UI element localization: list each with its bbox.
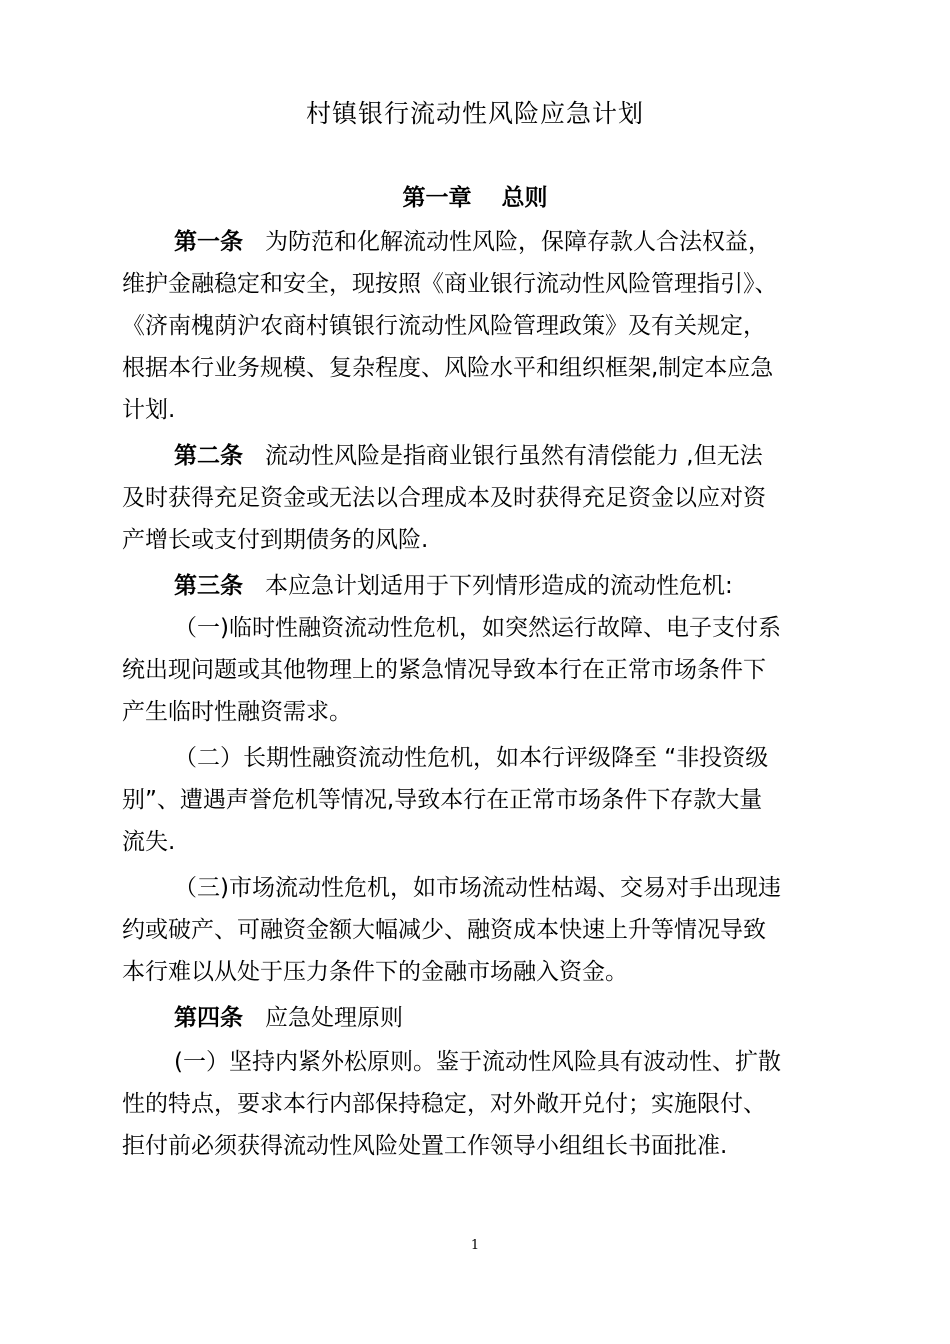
article-3-item-2-line-1: （二）长期性融资流动性危机，如本行评级降至 “非投资级 (174, 745, 769, 771)
article-2-line-3: 产增长或支付到期债务的风险. (122, 527, 429, 553)
chapter-name: 总则 (501, 185, 548, 211)
article-3-line-1 (0, 566, 950, 606)
article-4-item-1-line-2: 性的特点，要求本行内部保持稳定，对外敞开兑付；实施限付、 (122, 1091, 766, 1117)
article-4-item-1-line-3: 拒付前必须获得流动性风险处置工作领导小组组长书面批准. (122, 1133, 728, 1159)
article-1-line-1 (0, 222, 950, 262)
article-4-line-1 (0, 998, 950, 1038)
article-3-item-1-line-3: 产生临时性融资需求。 (122, 699, 352, 725)
article-1-label: 第一条 (174, 229, 243, 255)
article-3-item-2-line-2: 别”、遭遇声誉危机等情况,导致本行在正常市场条件下存款大量 (122, 787, 763, 813)
page-number: 1 (470, 1238, 480, 1253)
article-4-text: 应急处理原则 (265, 1005, 403, 1031)
article-3-item-1-line-1: （一)临时性融资流动性危机，如突然运行故障、电子支付系 (174, 615, 781, 641)
article-1-line-2: 维护金融稳定和安全，现按照《商业银行流动性风险管理指引》、 (122, 271, 778, 297)
article-1-text: 为防范和化解流动性风险，保障存款人合法权益， (265, 229, 771, 255)
article-1-line-3: 《济南槐荫沪农商村镇银行流动性风险管理政策》及有关规定， (122, 313, 766, 339)
article-1-line-4: 根据本行业务规模、复杂程度、风险水平和组织框架,制定本应急 (122, 355, 774, 381)
chapter-heading (0, 178, 950, 218)
article-3-text: 本应急计划适用于下列情形造成的流动性危机: (265, 573, 733, 599)
article-3-item-3-line-1: （三)市场流动性危机，如市场流动性枯竭、交易对手出现违 (174, 875, 781, 901)
article-3-item-2-line-3: 流失. (122, 829, 176, 855)
article-1-line-5: 计划. (122, 397, 176, 423)
article-3-item-3-line-3: 本行难以从处于压力条件下的金融市场融入资金。 (122, 959, 628, 985)
article-2-line-1 (0, 436, 950, 476)
article-3-label: 第三条 (174, 573, 243, 599)
article-2-label: 第二条 (174, 443, 243, 469)
article-2-text: 流动性风险是指商业银行虽然有清偿能力 ,但无法 (265, 443, 763, 469)
chapter-number: 第一章 (402, 185, 472, 211)
article-3-item-1-line-2: 统出现问题或其他物理上的紧急情况导致本行在正常市场条件下 (122, 657, 766, 683)
article-4-label: 第四条 (174, 1005, 243, 1031)
article-3-item-3-line-2: 约或破产、可融资金额大幅减少、融资成本快速上升等情况导致 (122, 917, 766, 943)
article-2-line-2: 及时获得充足资金或无法以合理成本及时获得充足资金以应对资 (122, 485, 766, 511)
article-4-item-1-line-1: (一）坚持内紧外松原则。鉴于流动性风险具有波动性、扩散 (174, 1049, 781, 1075)
document-title: 村镇银行流动性风险应急计划 (305, 99, 644, 128)
